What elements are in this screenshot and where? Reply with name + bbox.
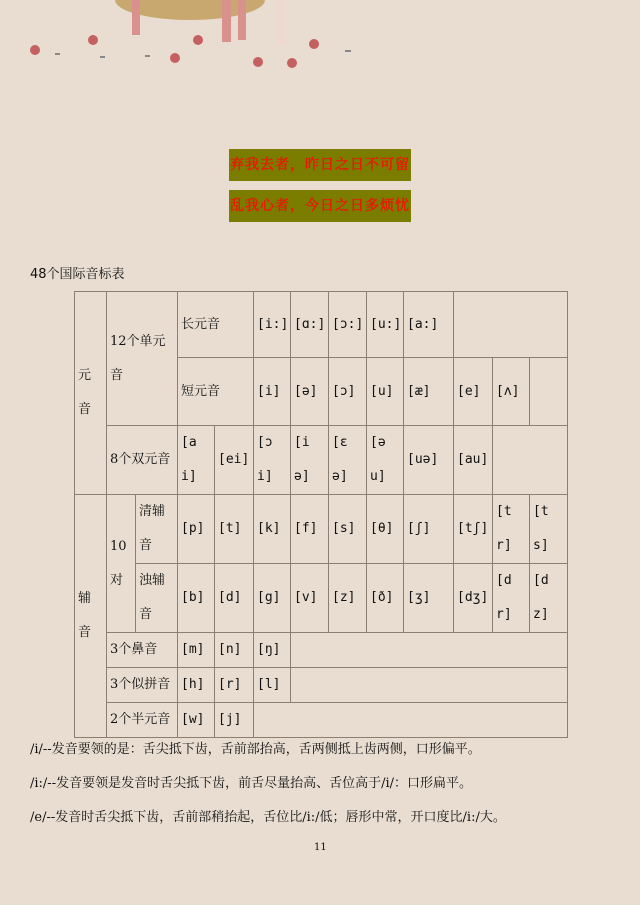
- semivowel-label: 2个半元音: [107, 703, 178, 738]
- symbol-cell: [i]: [254, 358, 291, 426]
- paragraph-i-long: /i:/--发音要领是发音时舌尖抵下齿，前舌尽量抬高、舌位高于/i/：口形扁平。: [30, 776, 473, 791]
- empty-cell: [254, 703, 568, 738]
- symbol-cell: [æ]: [404, 358, 454, 426]
- table-row: [75, 495, 568, 564]
- symbol-cell: [i:]: [254, 292, 291, 358]
- symbol-cell: [d]: [215, 564, 254, 633]
- symbol-cell: [b]: [178, 564, 215, 633]
- symbol-cell: [t]: [215, 495, 254, 564]
- symbol-cell: [dr]: [493, 564, 530, 633]
- symbol-cell: [əu]: [367, 426, 404, 495]
- voiceless-label: 清辅音: [136, 495, 178, 564]
- symbol-cell: [iə]: [291, 426, 329, 495]
- symbol-cell: [tr]: [493, 495, 530, 564]
- symbol-cell: [ai]: [178, 426, 215, 495]
- symbol-cell: [n]: [215, 633, 254, 668]
- consonant-label: 辅音: [75, 495, 107, 738]
- symbol-cell: [f]: [291, 495, 329, 564]
- symbol-cell: [ei]: [215, 426, 254, 495]
- table-row: [75, 633, 568, 668]
- symbol-cell: [dz]: [530, 564, 568, 633]
- decorative-illustration: [0, 0, 400, 70]
- empty-cell: [530, 358, 568, 426]
- symbol-cell: [ð]: [367, 564, 404, 633]
- nasal-label: 3个鼻音: [107, 633, 178, 668]
- symbol-cell: [w]: [178, 703, 215, 738]
- poem-banner-line-1: 弃我去者，昨日之日不可留: [229, 149, 411, 181]
- page-number: 11: [314, 842, 327, 853]
- table-row: [75, 703, 568, 738]
- symbol-cell: [ʃ]: [404, 495, 454, 564]
- vowel-label: 元音: [75, 292, 107, 495]
- poem-banner-line-2: 乱我心者，今日之日多烦忧: [229, 190, 411, 222]
- empty-cell: [291, 633, 568, 668]
- symbol-cell: [ʌ]: [493, 358, 530, 426]
- table-row: [75, 426, 568, 495]
- symbol-cell: [k]: [254, 495, 291, 564]
- symbol-cell: [θ]: [367, 495, 404, 564]
- symbol-cell: [ʒ]: [404, 564, 454, 633]
- table-title: 48个国际音标表: [30, 267, 125, 282]
- symbol-cell: [ə]: [291, 358, 329, 426]
- short-vowel-label: 短元音: [178, 358, 254, 426]
- long-vowel-label: 长元音: [178, 292, 254, 358]
- symbol-cell: [ɔ:]: [329, 292, 367, 358]
- empty-cell: [454, 292, 568, 358]
- symbol-cell: [m]: [178, 633, 215, 668]
- paragraph-i: /i/--发音要领的是：舌尖抵下齿，舌前部抬高，舌两侧抵上齿两侧，口形偏平。: [30, 742, 481, 757]
- paragraph-e: /e/--发音时舌尖抵下齿，舌前部稍抬起，舌位比/i:/低；唇形中常，开口度比/i:/大。: [30, 810, 506, 825]
- symbol-cell: [uə]: [404, 426, 454, 495]
- symbol-cell: [h]: [178, 668, 215, 703]
- symbol-cell: [ts]: [530, 495, 568, 564]
- symbol-cell: [l]: [254, 668, 291, 703]
- symbol-cell: [e]: [454, 358, 493, 426]
- symbol-cell: [z]: [329, 564, 367, 633]
- table-row: [75, 564, 568, 633]
- symbol-cell: [ŋ]: [254, 633, 291, 668]
- empty-cell: [291, 668, 568, 703]
- symbol-cell: [j]: [215, 703, 254, 738]
- voiced-label: 浊辅音: [136, 564, 178, 633]
- symbol-cell: [ɔ]: [329, 358, 367, 426]
- symbol-cell: [ɑ:]: [291, 292, 329, 358]
- symbol-cell: [ɛə]: [329, 426, 367, 495]
- symbol-cell: [ɔi]: [254, 426, 291, 495]
- diphthong-label: 8个双元音: [107, 426, 178, 495]
- empty-cell: [493, 426, 568, 495]
- monophthong-label: 12个单元音: [107, 292, 178, 426]
- symbol-cell: [dʒ]: [454, 564, 493, 633]
- table-row: [75, 668, 568, 703]
- pairs-label: 10对: [107, 495, 136, 633]
- symbol-cell: [p]: [178, 495, 215, 564]
- symbol-cell: [r]: [215, 668, 254, 703]
- symbol-cell: [tʃ]: [454, 495, 493, 564]
- phonetic-table: [74, 291, 568, 738]
- symbol-cell: [u]: [367, 358, 404, 426]
- symbol-cell: [g]: [254, 564, 291, 633]
- approx-label: 3个似拼音: [107, 668, 178, 703]
- symbol-cell: [s]: [329, 495, 367, 564]
- symbol-cell: [v]: [291, 564, 329, 633]
- symbol-cell: [u:]: [367, 292, 404, 358]
- symbol-cell: [au]: [454, 426, 493, 495]
- symbol-cell: [a:]: [404, 292, 454, 358]
- table-row: [75, 292, 568, 358]
